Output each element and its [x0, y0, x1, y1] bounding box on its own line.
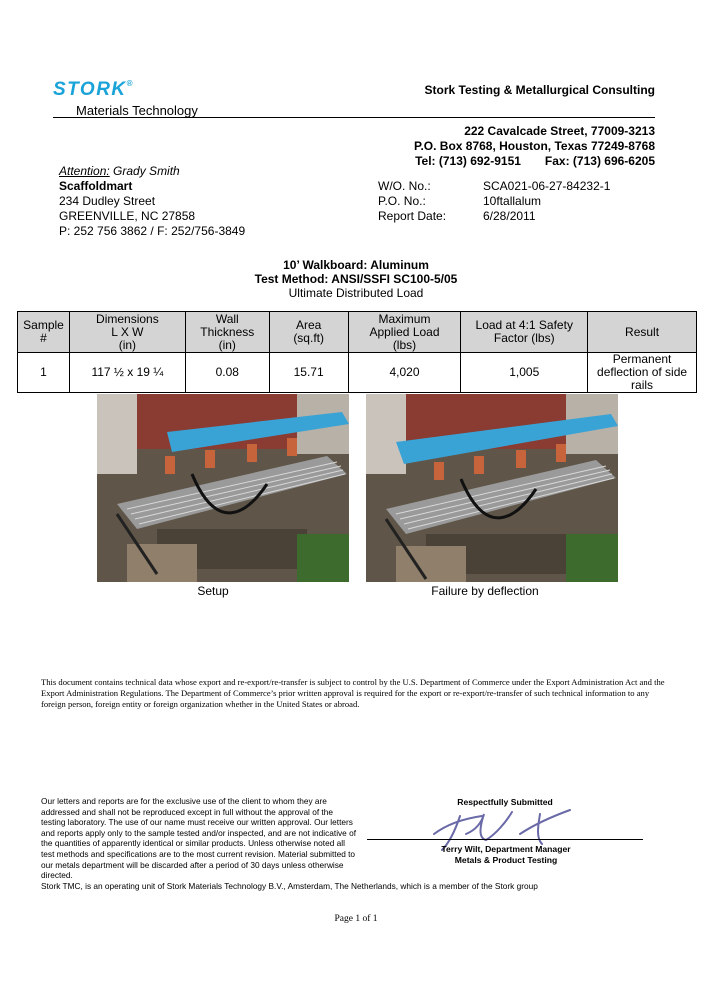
setup-caption: Setup [197, 584, 229, 598]
client-street: 234 Dudley Street [59, 194, 156, 208]
wo-row [378, 179, 610, 194]
disclaimer: Our letters and reports are for the exclusive use of the client to whom they are addressed and shall not be reproduced except in full without the approval of the testing laboratory. The use of our name must receive our written approval. Our letters and reports apply only to the sample tested and/or inspected, and are not indicative of the quantities of apparently identical or similar products. Unless otherwise noted all test methods and specifications are to the most current revision. Material submitted to our metals department will be discarded after a period of 30 days unless otherwise directed. [41, 796, 357, 881]
logo-text: STORK [53, 79, 127, 100]
export-notice: This document contains technical data whose export and re-export/re-transfer is subject to control by the U.S. Department of Commerce under the Export Administration Act and the Export Administration Regulations. The Department of Commerce’s prior written approval is required for the export or re-export/re-transfer of such technical information to any foreign person, foreign entity or foreign organization whether in the United States or abroad. [41, 677, 665, 709]
po-row [378, 194, 610, 209]
header-wall-thickness: Wall Thickness (in) [185, 312, 269, 353]
po-value: 10ftallalum [483, 194, 542, 208]
attention-line [59, 164, 245, 179]
page-number: Page 1 of 1 [334, 914, 378, 924]
company-address [414, 124, 655, 169]
cell-result: Permanent deflection of side rails [588, 353, 697, 393]
attention-label: Attention: [59, 164, 110, 178]
report-references [378, 179, 610, 224]
title-product: 10’ Walkboard: Aluminum [283, 258, 429, 272]
setup-photo-image [97, 394, 349, 582]
address-line-1: 222 Cavalcade Street, 77009-3213 [464, 124, 655, 138]
client-block [59, 164, 245, 239]
header-safety-load: Load at 4:1 Safety Factor (lbs) [461, 312, 588, 353]
respectfully-submitted: Respectfully Submitted [457, 797, 553, 807]
results-table [17, 311, 697, 393]
header-result: Result [588, 312, 697, 353]
fax: Fax: (713) 696-6205 [544, 154, 655, 168]
table-header-row [18, 312, 697, 353]
title-test: Ultimate Distributed Load [288, 286, 424, 300]
signer-department: Metals & Product Testing [454, 854, 558, 865]
address-line-2: P.O. Box 8768, Houston, Texas 77249-8768 [413, 139, 655, 153]
cell-safety-load: 1,005 [461, 353, 588, 393]
cell-wall-thickness: 0.08 [185, 353, 269, 393]
cell-dimensions: 117 ½ x 19 ¼ [69, 353, 185, 393]
report-title [0, 258, 712, 300]
po-label: P.O. No.: [378, 194, 426, 208]
title-method: Test Method: ANSI/SSFI SC100-5/05 [254, 272, 458, 286]
attention-name: Grady Smith [113, 164, 180, 178]
stork-logo [53, 80, 134, 99]
date-value: 6/28/2011 [483, 209, 536, 223]
signature-line [367, 839, 643, 840]
setup-photo [97, 394, 349, 582]
cell-sample: 1 [18, 353, 70, 393]
failure-caption: Failure by deflection [431, 584, 539, 598]
cell-area: 15.71 [269, 353, 348, 393]
logo-registered-mark: ® [126, 79, 135, 88]
cell-max-load: 4,020 [348, 353, 461, 393]
client-city: GREENVILLE, NC 27858 [59, 209, 196, 223]
signer-block [400, 844, 612, 865]
wo-label: W/O. No.: [378, 179, 431, 193]
signer-name: Terry Wilt, Department Manager [441, 844, 571, 854]
company-name: Stork Testing & Metallurgical Consulting [424, 83, 655, 97]
wo-value: SCA021-06-27-84232-1 [483, 179, 611, 193]
date-row [378, 209, 610, 224]
header-dimensions: Dimensions L X W (in) [69, 312, 185, 353]
header-area: Area (sq.ft) [269, 312, 348, 353]
header-sample: Sample # [18, 312, 70, 353]
stork-group-note: Stork TMC, is an operating unit of Stork Materials Technology B.V., Amsterdam, The Netherlands, which is a member of the Stork group [41, 881, 538, 891]
telephone: Tel: (713) 692-9151 [415, 154, 521, 168]
header-divider [53, 117, 655, 118]
failure-photo [366, 394, 618, 582]
client-phone-fax: P: 252 756 3862 / F: 252/756-3849 [59, 224, 246, 238]
failure-photo-image [366, 394, 618, 582]
date-label: Report Date: [378, 209, 447, 223]
header-max-load: Maximum Applied Load (lbs) [348, 312, 461, 353]
client-name: Scaffoldmart [59, 179, 133, 193]
logo-subtitle: Materials Technology [76, 103, 198, 118]
tel-fax-line [414, 154, 655, 169]
table-row [18, 353, 697, 393]
